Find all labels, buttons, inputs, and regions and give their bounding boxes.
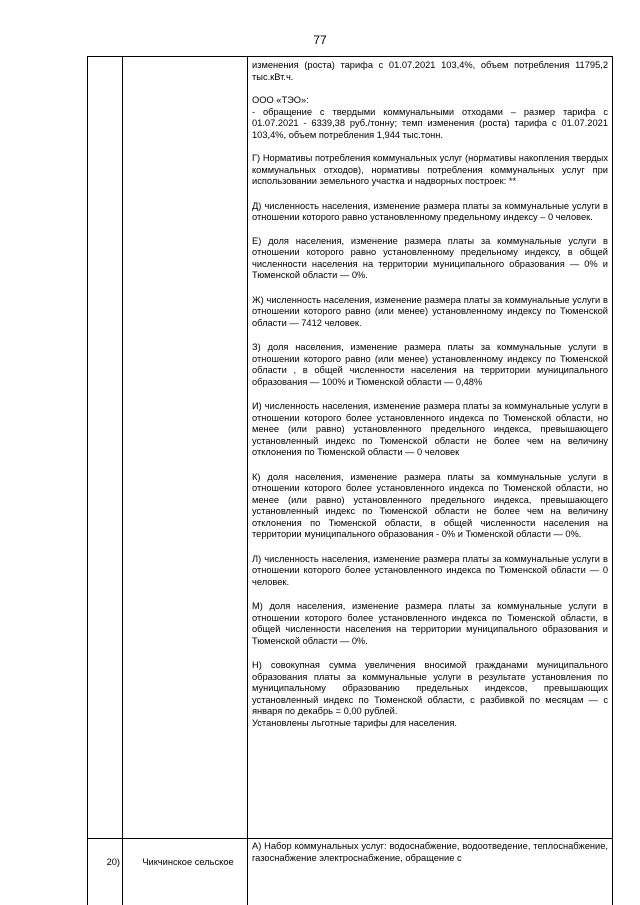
services-table [87,56,613,905]
paragraph-zh: Ж) численность населения, изменение размера платы за коммунальные услуги в отношении которого равно (или менее) установленному индексу по Тюменской области — 7412 человек. [252,294,608,328]
paragraph-teo: ООО «ТЭО»: - обращение с твердыми коммунальными отходами – размер тарифа с 01.07.2021 - 6339,38 руб./тонну; темп изменения (роста) тарифа с 01.07.2021 103,4%, объем потребления 1,944 тыс.тонн. [252,95,608,140]
continuation-cell [252,60,608,729]
paragraph-l: Л) численность населения, изменение размера платы за коммунальные услуги в отношении которого более установленного индекса по Тюменской области — 0 человек. [252,553,608,587]
paragraph-m: М) доля населения, изменение размера платы за коммунальные услуги в отношении которого более установленного индекса по Тюменской области, в общей численности населения на территории муниципального образования и Тюменской области — 0%. [252,601,608,646]
table-border-top [87,56,613,57]
row-20-text: А) Набор коммунальных услуг: водоснабжение, водоотведение, теплоснабжение, газоснабжение электроснабжение, обращение с [252,841,608,863]
paragraph-kwh: изменения (роста) тарифа с 01.07.2021 103,4%, объем потребления 11795,2 тыс.кВт.ч. [252,60,608,82]
table-column-divider-2 [247,56,248,905]
paragraph-d: Д) численность населения, изменение размера платы за коммунальные услуги в отношении которого равно установленному предельному индексу – 0 человек. [252,200,608,222]
paragraph-n: Н) совокупная сумма увеличения вносимой гражданами муниципального образования платы за коммунальные услуги в результате установления по муниципальному образованию предельных индексов, превышающих установленный индекс по Тюменской области, с разбивкой по месяцам — с января по декабрь = 0,00 рублей. Установлены льготные тарифы для населения. [252,660,608,728]
page-number: 77 [313,33,327,47]
municipality-name: Чикчинское сельское [142,857,234,867]
paragraph-e: Е) доля населения, изменение размера платы за коммунальные услуги в отношении которого равно установленному предельному индексу, в общей численности населения на территории муниципального образования — 0% и Тюменской области — 0%. [252,235,608,280]
paragraph-k: К) доля населения, изменение размера платы за коммунальные услуги в отношении которого более установленного индекса по Тюменской области, но менее (или равно) установленного предельного индекса, превышающего установленный индекс по Тюменской области не более чем на величину отклонения по Тюменской области, в общей численности населения на территории муниципального образования - 0% и Тюменской области — 0%. [252,471,608,539]
row-number: 20) [106,857,120,867]
paragraph-z: З) доля населения, изменение размера платы за коммунальные услуги в отношении которого равно (или менее) установленному индексу по Тюменской области , в общей численности населения на территории муниципального образования — 100% и Тюменской области — 0,48% [252,342,608,387]
table-column-divider-1 [122,56,123,905]
table-border-right [612,56,613,905]
paragraph-g: Г) Нормативы потребления коммунальных услуг (нормативы накопления твердых коммунальных отходов), нормативы потребления коммунальных услуг при использовании земельного участка и надворных построек: ** [252,153,608,186]
paragraph-i: И) численность населения, изменение размера платы за коммунальные услуги в отношении которого более установленного индекса по Тюменской области, но менее (или равно) установленного предельного индекса, превышающего установленный индекс по Тюменской области не более чем на величину отклонения по Тюменской области — 0 человек [252,401,608,457]
table-border-left [87,56,88,905]
row-separator [87,838,613,839]
